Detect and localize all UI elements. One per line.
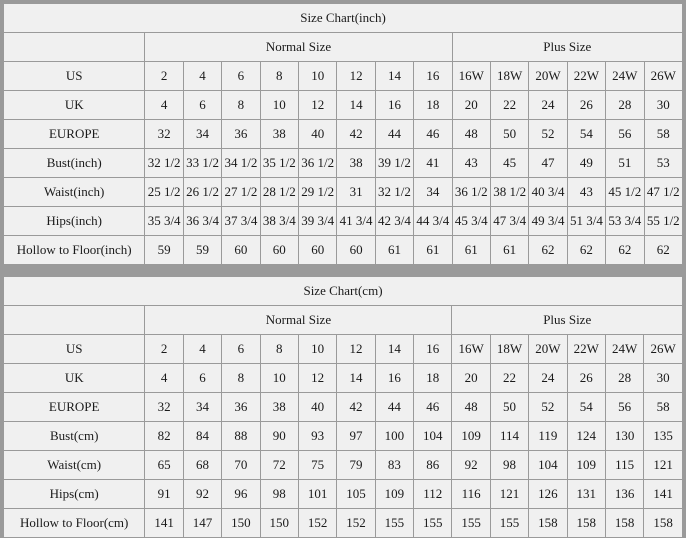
table-row: [4, 91, 683, 120]
group-header-blank: [4, 33, 145, 62]
cell: 60: [222, 236, 260, 265]
cell: 155: [452, 509, 490, 538]
cell: 62: [567, 236, 605, 265]
cell: 18W: [490, 335, 528, 364]
cell: 51 3/4: [567, 207, 605, 236]
cell: 14: [337, 91, 375, 120]
cell: 158: [529, 509, 567, 538]
cell: 6: [222, 62, 260, 91]
cell: 38 1/2: [490, 178, 528, 207]
cell: 16: [375, 91, 413, 120]
cell: 48: [452, 393, 490, 422]
cell: 49: [567, 149, 605, 178]
cell: 126: [529, 480, 567, 509]
cell: 54: [567, 120, 605, 149]
cell: 42: [337, 393, 375, 422]
cell: 119: [529, 422, 567, 451]
cell: 109: [567, 451, 605, 480]
cell: 46: [414, 120, 452, 149]
cell: 36: [222, 120, 260, 149]
cell: 155: [375, 509, 413, 538]
group-header-plus-size: Plus Size: [452, 306, 683, 335]
chart-title: Size Chart(inch): [4, 4, 683, 33]
cell: 104: [529, 451, 567, 480]
cell: 41 3/4: [337, 207, 375, 236]
cell: 38 3/4: [260, 207, 298, 236]
size-charts-container: [0, 3, 686, 538]
cell: 26 1/2: [183, 178, 221, 207]
cell: 35 1/2: [260, 149, 298, 178]
row-label: UK: [4, 91, 145, 120]
cell: 100: [375, 422, 413, 451]
chart-spacer: [0, 265, 686, 273]
cell: 92: [452, 451, 490, 480]
table-row: [4, 422, 683, 451]
cell: 40 3/4: [529, 178, 567, 207]
chart-title: Size Chart(cm): [4, 277, 683, 306]
table-row: [4, 509, 683, 538]
cell: 41: [414, 149, 452, 178]
table-row: [4, 149, 683, 178]
cell: 56: [606, 120, 644, 149]
size-chart-table: [3, 3, 683, 265]
cell: 33 1/2: [183, 149, 221, 178]
cell: 30: [644, 364, 683, 393]
cell: 48: [452, 120, 490, 149]
cell: 152: [298, 509, 336, 538]
chart-title-row: [4, 4, 683, 33]
size-chart-1: [3, 3, 683, 265]
cell: 60: [299, 236, 337, 265]
cell: 121: [490, 480, 528, 509]
cell: 34 1/2: [222, 149, 260, 178]
cell: 150: [260, 509, 298, 538]
cell: 28: [605, 364, 643, 393]
cell: 4: [183, 62, 221, 91]
row-label: Hips(inch): [4, 207, 145, 236]
cell: 12: [337, 62, 375, 91]
cell: 42: [337, 120, 375, 149]
row-label: Bust(inch): [4, 149, 145, 178]
cell: 6: [183, 364, 221, 393]
table-row: [4, 236, 683, 265]
cell: 18: [414, 364, 452, 393]
cell: 40: [299, 120, 337, 149]
cell: 53: [644, 149, 682, 178]
cell: 141: [644, 480, 683, 509]
table-row: [4, 393, 683, 422]
row-label: US: [4, 335, 145, 364]
cell: 8: [260, 335, 298, 364]
cell: 155: [414, 509, 452, 538]
row-label: EUROPE: [4, 120, 145, 149]
cell: 104: [414, 422, 452, 451]
cell: 88: [222, 422, 260, 451]
row-label: Hollow to Floor(inch): [4, 236, 145, 265]
cell: 12: [298, 364, 336, 393]
chart-title-row: [4, 277, 683, 306]
group-header-row: [4, 33, 683, 62]
cell: 59: [183, 236, 221, 265]
cell: 37 3/4: [222, 207, 260, 236]
cell: 32 1/2: [375, 178, 413, 207]
cell: 40: [298, 393, 336, 422]
cell: 16: [414, 62, 452, 91]
row-label: Hollow to Floor(cm): [4, 509, 145, 538]
cell: 52: [529, 393, 567, 422]
cell: 158: [644, 509, 683, 538]
cell: 53 3/4: [606, 207, 644, 236]
cell: 26: [567, 364, 605, 393]
cell: 34: [414, 178, 452, 207]
row-label: Waist(inch): [4, 178, 145, 207]
cell: 35 3/4: [145, 207, 183, 236]
cell: 135: [644, 422, 683, 451]
cell: 65: [145, 451, 183, 480]
cell: 18W: [490, 62, 528, 91]
cell: 22: [490, 91, 528, 120]
cell: 36 1/2: [452, 178, 490, 207]
cell: 58: [644, 120, 682, 149]
cell: 36: [222, 393, 260, 422]
cell: 20W: [529, 62, 567, 91]
cell: 28: [606, 91, 644, 120]
row-label: Hips(cm): [4, 480, 145, 509]
cell: 22W: [567, 62, 605, 91]
cell: 22W: [567, 335, 605, 364]
cell: 59: [145, 236, 183, 265]
table-row: [4, 335, 683, 364]
cell: 32: [145, 393, 183, 422]
cell: 82: [145, 422, 183, 451]
cell: 97: [337, 422, 375, 451]
table-row: [4, 451, 683, 480]
cell: 158: [605, 509, 643, 538]
cell: 75: [298, 451, 336, 480]
cell: 61: [490, 236, 528, 265]
cell: 50: [490, 120, 528, 149]
cell: 34: [183, 120, 221, 149]
cell: 62: [644, 236, 682, 265]
cell: 112: [414, 480, 452, 509]
cell: 12: [337, 335, 375, 364]
cell: 68: [183, 451, 221, 480]
table-row: [4, 62, 683, 91]
cell: 20W: [529, 335, 567, 364]
cell: 50: [490, 393, 528, 422]
cell: 52: [529, 120, 567, 149]
cell: 60: [337, 236, 375, 265]
cell: 86: [414, 451, 452, 480]
cell: 24W: [606, 62, 644, 91]
cell: 28 1/2: [260, 178, 298, 207]
cell: 121: [644, 451, 683, 480]
cell: 24: [529, 91, 567, 120]
cell: 16: [375, 364, 413, 393]
cell: 10: [299, 62, 337, 91]
cell: 8: [222, 91, 260, 120]
cell: 55 1/2: [644, 207, 682, 236]
cell: 44 3/4: [414, 207, 452, 236]
cell: 38: [260, 393, 298, 422]
cell: 84: [183, 422, 221, 451]
cell: 49 3/4: [529, 207, 567, 236]
cell: 45 1/2: [606, 178, 644, 207]
cell: 83: [375, 451, 413, 480]
cell: 62: [606, 236, 644, 265]
cell: 131: [567, 480, 605, 509]
cell: 47 1/2: [644, 178, 682, 207]
cell: 6: [222, 335, 260, 364]
cell: 70: [222, 451, 260, 480]
group-header-row: [4, 306, 683, 335]
cell: 152: [337, 509, 375, 538]
row-label: US: [4, 62, 145, 91]
cell: 20: [452, 91, 490, 120]
cell: 98: [260, 480, 298, 509]
cell: 51: [606, 149, 644, 178]
cell: 44: [375, 393, 413, 422]
cell: 114: [490, 422, 528, 451]
cell: 4: [183, 335, 221, 364]
row-label: Waist(cm): [4, 451, 145, 480]
table-row: [4, 364, 683, 393]
cell: 22: [490, 364, 528, 393]
cell: 116: [452, 480, 490, 509]
cell: 141: [145, 509, 183, 538]
cell: 26: [567, 91, 605, 120]
cell: 91: [145, 480, 183, 509]
cell: 16: [414, 335, 452, 364]
cell: 10: [260, 91, 298, 120]
cell: 43: [567, 178, 605, 207]
group-header-normal-size: Normal Size: [145, 33, 452, 62]
cell: 109: [375, 480, 413, 509]
cell: 46: [414, 393, 452, 422]
cell: 93: [298, 422, 336, 451]
cell: 30: [644, 91, 682, 120]
cell: 2: [145, 62, 183, 91]
cell: 29 1/2: [299, 178, 337, 207]
size-chart-table: [3, 276, 683, 538]
cell: 61: [452, 236, 490, 265]
cell: 58: [644, 393, 683, 422]
cell: 130: [605, 422, 643, 451]
cell: 12: [299, 91, 337, 120]
table-row: [4, 207, 683, 236]
cell: 26W: [644, 335, 683, 364]
cell: 61: [414, 236, 452, 265]
cell: 6: [183, 91, 221, 120]
cell: 16W: [452, 335, 490, 364]
table-row: [4, 120, 683, 149]
cell: 8: [222, 364, 260, 393]
cell: 8: [260, 62, 298, 91]
row-label: EUROPE: [4, 393, 145, 422]
cell: 60: [260, 236, 298, 265]
cell: 39 1/2: [375, 149, 413, 178]
cell: 61: [375, 236, 413, 265]
size-chart-2: [3, 276, 683, 538]
cell: 101: [298, 480, 336, 509]
cell: 45: [490, 149, 528, 178]
cell: 42 3/4: [375, 207, 413, 236]
cell: 16W: [452, 62, 490, 91]
cell: 4: [145, 364, 183, 393]
table-row: [4, 178, 683, 207]
cell: 31: [337, 178, 375, 207]
cell: 24W: [605, 335, 643, 364]
cell: 79: [337, 451, 375, 480]
cell: 24: [529, 364, 567, 393]
cell: 90: [260, 422, 298, 451]
cell: 14: [375, 62, 413, 91]
cell: 32: [145, 120, 183, 149]
cell: 36 1/2: [299, 149, 337, 178]
cell: 44: [375, 120, 413, 149]
cell: 155: [490, 509, 528, 538]
group-header-normal-size: Normal Size: [145, 306, 452, 335]
cell: 92: [183, 480, 221, 509]
cell: 36 3/4: [183, 207, 221, 236]
cell: 109: [452, 422, 490, 451]
cell: 10: [298, 335, 336, 364]
cell: 124: [567, 422, 605, 451]
cell: 27 1/2: [222, 178, 260, 207]
cell: 20: [452, 364, 490, 393]
cell: 47: [529, 149, 567, 178]
cell: 38: [260, 120, 298, 149]
cell: 115: [605, 451, 643, 480]
cell: 4: [145, 91, 183, 120]
row-label: UK: [4, 364, 145, 393]
cell: 38: [337, 149, 375, 178]
cell: 54: [567, 393, 605, 422]
cell: 34: [183, 393, 221, 422]
cell: 147: [183, 509, 221, 538]
cell: 39 3/4: [299, 207, 337, 236]
cell: 2: [145, 335, 183, 364]
cell: 32 1/2: [145, 149, 183, 178]
cell: 14: [337, 364, 375, 393]
cell: 56: [605, 393, 643, 422]
row-label: Bust(cm): [4, 422, 145, 451]
cell: 72: [260, 451, 298, 480]
cell: 14: [375, 335, 413, 364]
cell: 150: [222, 509, 260, 538]
cell: 136: [605, 480, 643, 509]
cell: 18: [414, 91, 452, 120]
cell: 43: [452, 149, 490, 178]
cell: 98: [490, 451, 528, 480]
cell: 62: [529, 236, 567, 265]
cell: 45 3/4: [452, 207, 490, 236]
cell: 10: [260, 364, 298, 393]
cell: 158: [567, 509, 605, 538]
cell: 26W: [644, 62, 682, 91]
table-row: [4, 480, 683, 509]
cell: 47 3/4: [490, 207, 528, 236]
cell: 25 1/2: [145, 178, 183, 207]
cell: 105: [337, 480, 375, 509]
cell: 96: [222, 480, 260, 509]
group-header-plus-size: Plus Size: [452, 33, 682, 62]
group-header-blank: [4, 306, 145, 335]
